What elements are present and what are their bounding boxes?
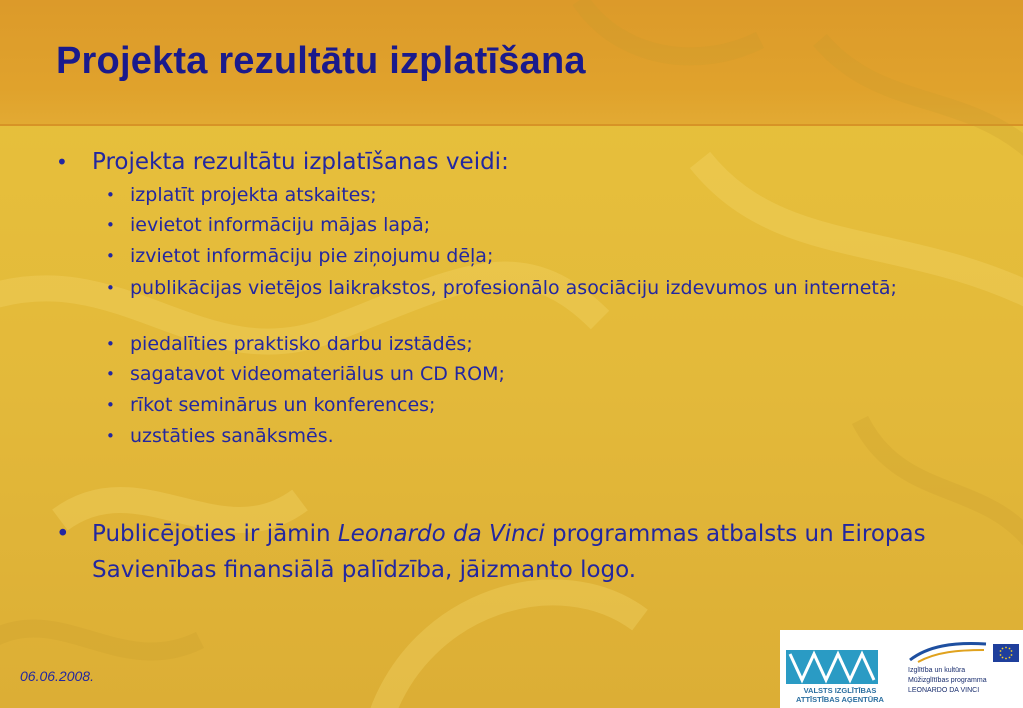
viaa-logo-text: VALSTS IZGLĪTĪBAS ATTĪSTĪBAS AĢENTŪRA <box>796 686 884 704</box>
leonardo-da-vinci-logo-icon <box>908 640 988 664</box>
bullet-icon: • <box>106 216 115 234</box>
slide-date: 06.06.2008. <box>20 668 94 684</box>
bullet-icon: • <box>106 396 115 414</box>
bullet-icon: • <box>106 427 115 445</box>
viaa-logo-icon <box>786 650 878 684</box>
bullet-icon: • <box>106 247 115 265</box>
bullet-icon: • <box>56 521 70 547</box>
bullet-icon: • <box>106 365 115 383</box>
eu-flag-icon <box>993 644 1019 662</box>
bullet-icon: • <box>106 186 115 204</box>
page-title: Projekta rezultātu izplatīšana <box>56 40 586 82</box>
program-name: Leonardo da Vinci <box>337 521 545 547</box>
bullet-icon: • <box>56 150 68 174</box>
bullet-icon: • <box>106 279 115 297</box>
leonardo-da-vinci-logo-text: Izglītība un kultūra Mūžizglītības programma LEONARDO DA VINCI <box>908 667 987 694</box>
bullet-icon: • <box>106 335 115 353</box>
content: • Projekta rezultātu izplatīšanas veidi: • izplatīt projekta atskaites; • ievietot informāciju mājas lapā; • izvietot informāciju pie ziņojumu dēļa; • publikācijas vietējos laikrakstos, profesionālo asociāciju izdevumos un internetā; • piedalīties praktisko darbu izstādēs; • sagatavot videomateriālus un CD ROM; • rīkot seminārus un konferences; • uzstāties sanāksmēs. • Publicējoties ir jāmin Leonardo da Vinci programmas atbalsts un Eiropas Savienības finansiālā palīdzība, jāizmanto logo. <box>56 149 926 583</box>
